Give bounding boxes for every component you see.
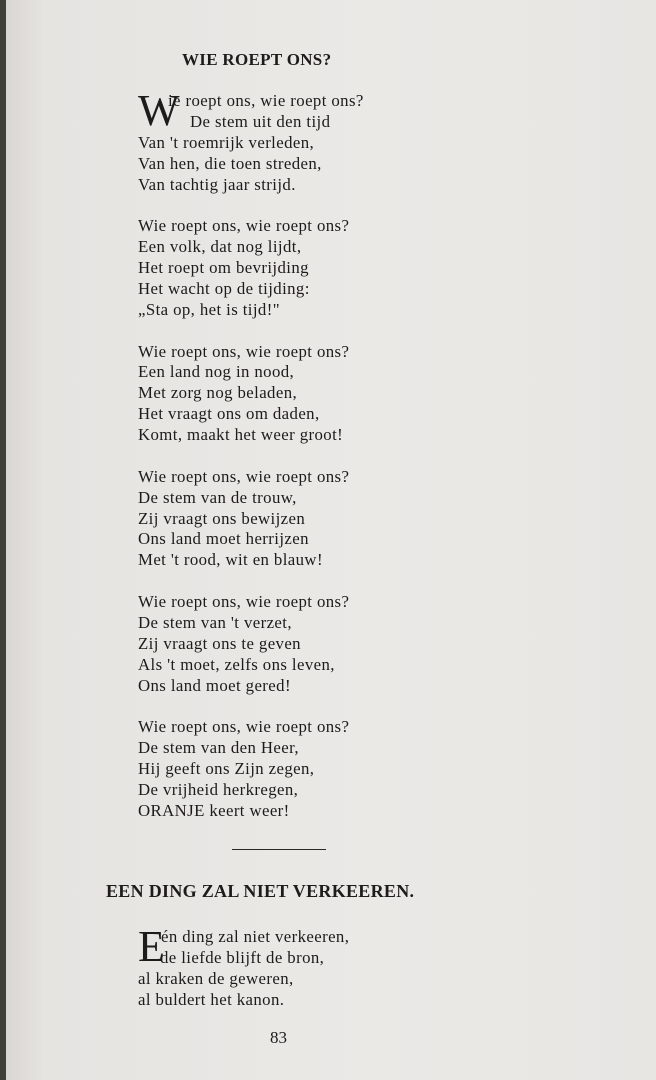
poem-line: Wie roept ons, wie roept ons?	[138, 466, 350, 486]
poem-line: Het vraagt ons om daden,	[138, 404, 320, 424]
poem-line: én ding zal niet verkeeren,	[161, 927, 350, 946]
drop-cap: E	[138, 922, 165, 971]
poem-line: Met 't rood, wit en blauw!	[138, 550, 323, 570]
poem-line: Als 't moet, zelfs ons leven,	[138, 654, 335, 674]
stanza	[138, 592, 498, 696]
poem-line: Van 't roemrijk verleden,	[138, 132, 315, 152]
poem-line: De stem van 't verzet,	[138, 612, 292, 632]
poem-line: De vrijheid herkregen,	[138, 779, 299, 799]
poem-line: Een land nog in nood,	[138, 362, 295, 382]
poem-line: ORANJE keert weer!	[138, 800, 290, 820]
poem-line: Wie roept ons, wie roept ons?	[138, 717, 350, 737]
stanza	[138, 922, 498, 1011]
poem-line: ie roept ons, wie roept ons?	[168, 91, 364, 110]
stanza	[138, 467, 498, 571]
poem-line: Wie roept ons, wie roept ons?	[138, 341, 350, 361]
poem-line: al kraken de geweren,	[138, 968, 294, 988]
poem-line: Wie roept ons, wie roept ons?	[138, 216, 350, 236]
stanza	[138, 86, 498, 195]
poem-line: Met zorg nog beladen,	[138, 383, 298, 403]
poem-line: Het wacht op de tijding:	[138, 278, 310, 298]
poem-line: Een volk, dat nog lijdt,	[138, 237, 302, 257]
poem-line: Wie roept ons, wie roept ons?	[138, 592, 350, 611]
poem-line: Hij geeft ons Zijn zegen,	[138, 759, 315, 779]
poem-line: Van tachtig jaar strijd.	[138, 174, 296, 194]
poem-line: al buldert het kanon.	[138, 989, 285, 1009]
section-divider	[232, 849, 326, 850]
book-page	[6, 0, 656, 1080]
poem-line: Ons land moet gered!	[138, 675, 291, 695]
poem-title: WIE ROEPT ONS?	[182, 50, 332, 69]
poem-line: de liefde blijft de bron,	[160, 947, 325, 967]
poem-title: EEN DING ZAL NIET VERKEEREN.	[106, 881, 415, 901]
stanza	[138, 342, 498, 446]
poem-line: Zij vraagt ons bewijzen	[138, 508, 306, 528]
poem-line: De stem uit den tijd	[190, 111, 331, 131]
poem-line: Komt, maakt het weer groot!	[138, 425, 344, 445]
page-number: 83	[270, 1028, 287, 1047]
stanza	[138, 216, 498, 320]
stanza	[138, 717, 498, 821]
poem-body	[138, 922, 498, 1031]
poem-line: Het roept om bevrijding	[138, 258, 309, 278]
poem-line: Ons land moet herrijzen	[138, 529, 309, 549]
poem-line: Zij vraagt ons te geven	[138, 633, 301, 653]
poem-line: „Sta op, het is tijd!"	[138, 299, 280, 319]
poem-line: De stem van den Heer,	[138, 738, 300, 758]
poem-line: De stem van de trouw,	[138, 487, 297, 507]
drop-cap: W	[138, 86, 180, 135]
poem-line: Van hen, die toen streden,	[138, 153, 322, 173]
poem-body	[138, 86, 498, 843]
